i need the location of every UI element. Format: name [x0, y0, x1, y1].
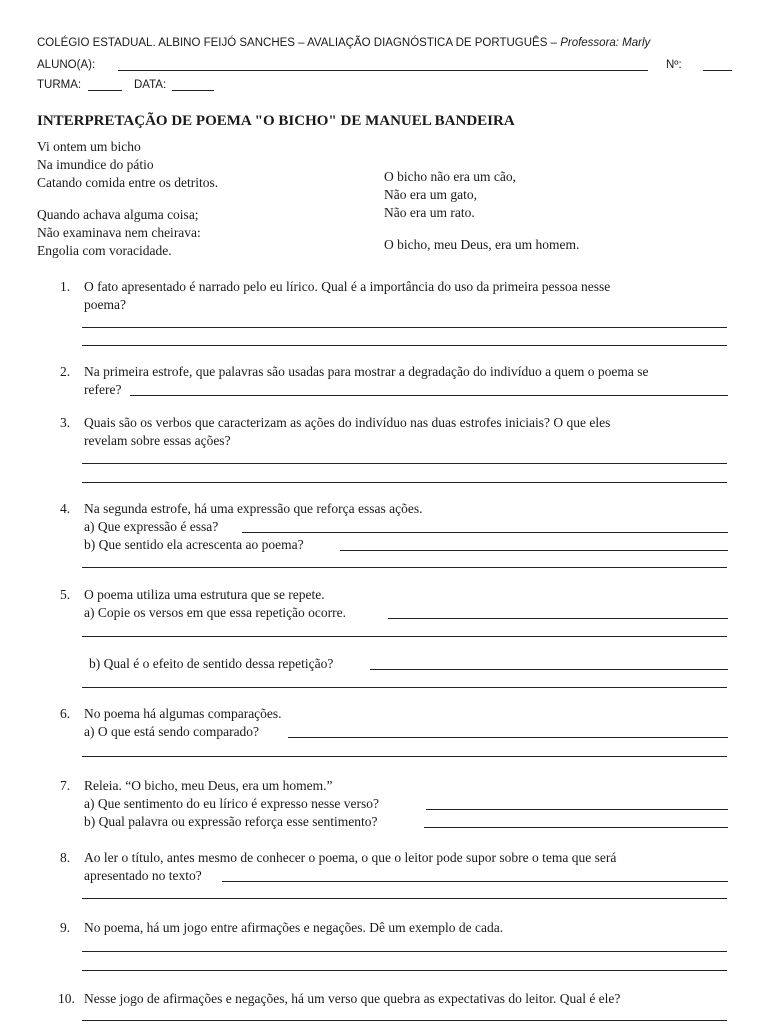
answer-line[interactable] — [424, 827, 728, 828]
number-label: Nº: — [666, 59, 682, 71]
answer-line[interactable] — [288, 737, 728, 738]
poem-stanza-4 — [384, 236, 579, 254]
date-label: DATA: — [134, 79, 167, 91]
question-number: 8. — [60, 850, 71, 865]
question-6a-text: a) O que está sendo comparado? — [84, 724, 260, 739]
poem-stanza-3 — [384, 168, 516, 222]
answer-line[interactable] — [82, 345, 727, 346]
question-number: 3. — [60, 415, 71, 430]
question-4a-text: a) Que expressão é essa? — [84, 519, 219, 534]
poem-verse: O bicho não era um cão, — [384, 169, 516, 184]
question-number: 10. — [58, 991, 75, 1006]
question-3-text: revelam sobre essas ações? — [84, 433, 231, 448]
class-field[interactable] — [88, 90, 122, 91]
answer-line[interactable] — [242, 532, 728, 533]
answer-line[interactable] — [82, 1020, 727, 1021]
poem-stanza-2 — [37, 206, 201, 260]
teacher-name: Professora: Marly — [560, 37, 651, 49]
question-number: 6. — [60, 706, 71, 721]
answer-line[interactable] — [426, 809, 728, 810]
question-7a-text: a) Que sentimento do eu lírico é expresso nesse verso? — [84, 796, 380, 811]
question-number: 9. — [60, 920, 71, 935]
answer-line[interactable] — [82, 687, 727, 688]
question-5b-text: b) Qual é o efeito de sentido dessa repetição? — [89, 656, 334, 671]
question-2-text: refere? — [84, 382, 122, 397]
question-4-text: Na segunda estrofe, há uma expressão que reforça essas ações. — [84, 501, 423, 516]
answer-line[interactable] — [130, 395, 728, 396]
answer-line[interactable] — [388, 618, 728, 619]
answer-line[interactable] — [222, 881, 728, 882]
page-title: INTERPRETAÇÃO DE POEMA "O BICHO" DE MANUEL BANDEIRA — [37, 113, 515, 129]
question-number: 7. — [60, 778, 71, 793]
question-1-text: poema? — [84, 297, 126, 312]
poem-verse: Engolia com voracidade. — [37, 243, 172, 258]
answer-line[interactable] — [82, 463, 727, 464]
answer-line[interactable] — [82, 970, 727, 971]
question-6-text: No poema há algumas comparações. — [84, 706, 282, 721]
student-label: ALUNO(A): — [37, 59, 96, 71]
question-number: 2. — [60, 364, 71, 379]
answer-line[interactable] — [82, 482, 727, 483]
answer-line[interactable] — [82, 898, 727, 899]
poem-verse: Não era um rato. — [384, 205, 475, 220]
poem-verse: O bicho, meu Deus, era um homem. — [384, 237, 580, 252]
class-label: TURMA: — [37, 79, 82, 91]
question-number: 1. — [60, 279, 71, 294]
answer-line[interactable] — [82, 756, 727, 757]
question-4b-text: b) Que sentido ela acrescenta ao poema? — [84, 537, 304, 552]
answer-line[interactable] — [82, 567, 727, 568]
question-10-text: Nesse jogo de afirmações e negações, há um verso que quebra as expectativas do leitor. Qual é ele? — [84, 991, 621, 1006]
poem-verse: Não examinava nem cheirava: — [37, 225, 201, 240]
question-8-text: Ao ler o título, antes mesmo de conhecer o poema, o que o leitor pode supor sobre o tema que será — [84, 850, 617, 865]
question-7b-text: b) Qual palavra ou expressão reforça esse sentimento? — [84, 814, 378, 829]
answer-line[interactable] — [370, 669, 728, 670]
question-number: 4. — [60, 501, 71, 516]
poem-verse: Vi ontem um bicho — [37, 139, 141, 154]
poem-verse: Na imundice do pátio — [37, 157, 154, 172]
question-7-text: Releia. “O bicho, meu Deus, era um homem.” — [84, 778, 333, 793]
number-field[interactable] — [703, 70, 732, 71]
question-1-text: O fato apresentado é narrado pelo eu lírico. Qual é a importância do uso da primeira pessoa nesse — [84, 279, 611, 294]
question-2-text: Na primeira estrofe, que palavras são usadas para mostrar a degradação do indivíduo a quem o poema se — [84, 364, 649, 379]
poem-verse: Catando comida entre os detritos. — [37, 175, 219, 190]
poem-stanza-1 — [37, 138, 218, 192]
question-5-text: O poema utiliza uma estrutura que se repete. — [84, 587, 325, 602]
question-3-text: Quais são os verbos que caracterizam as ações do indivíduo nas duas estrofes iniciais? O que eles — [84, 415, 611, 430]
answer-line[interactable] — [82, 636, 727, 637]
answer-line[interactable] — [82, 327, 727, 328]
answer-line[interactable] — [340, 550, 728, 551]
answer-line[interactable] — [82, 951, 727, 952]
date-field[interactable] — [172, 90, 214, 91]
school-header: COLÉGIO ESTADUAL. ALBINO FEIJÓ SANCHES – AVALIAÇÃO DIAGNÓSTICA DE PORTUGUÊS – — [37, 37, 557, 49]
question-5a-text: a) Copie os versos em que essa repetição ocorre. — [84, 605, 347, 620]
question-8-text: apresentado no texto? — [84, 868, 202, 883]
poem-verse: Quando achava alguma coisa; — [37, 207, 199, 222]
question-number: 5. — [60, 587, 71, 602]
question-9-text: No poema, há um jogo entre afirmações e negações. Dê um exemplo de cada. — [84, 920, 504, 935]
poem-verse: Não era um gato, — [384, 187, 477, 202]
student-name-field[interactable] — [118, 70, 648, 71]
